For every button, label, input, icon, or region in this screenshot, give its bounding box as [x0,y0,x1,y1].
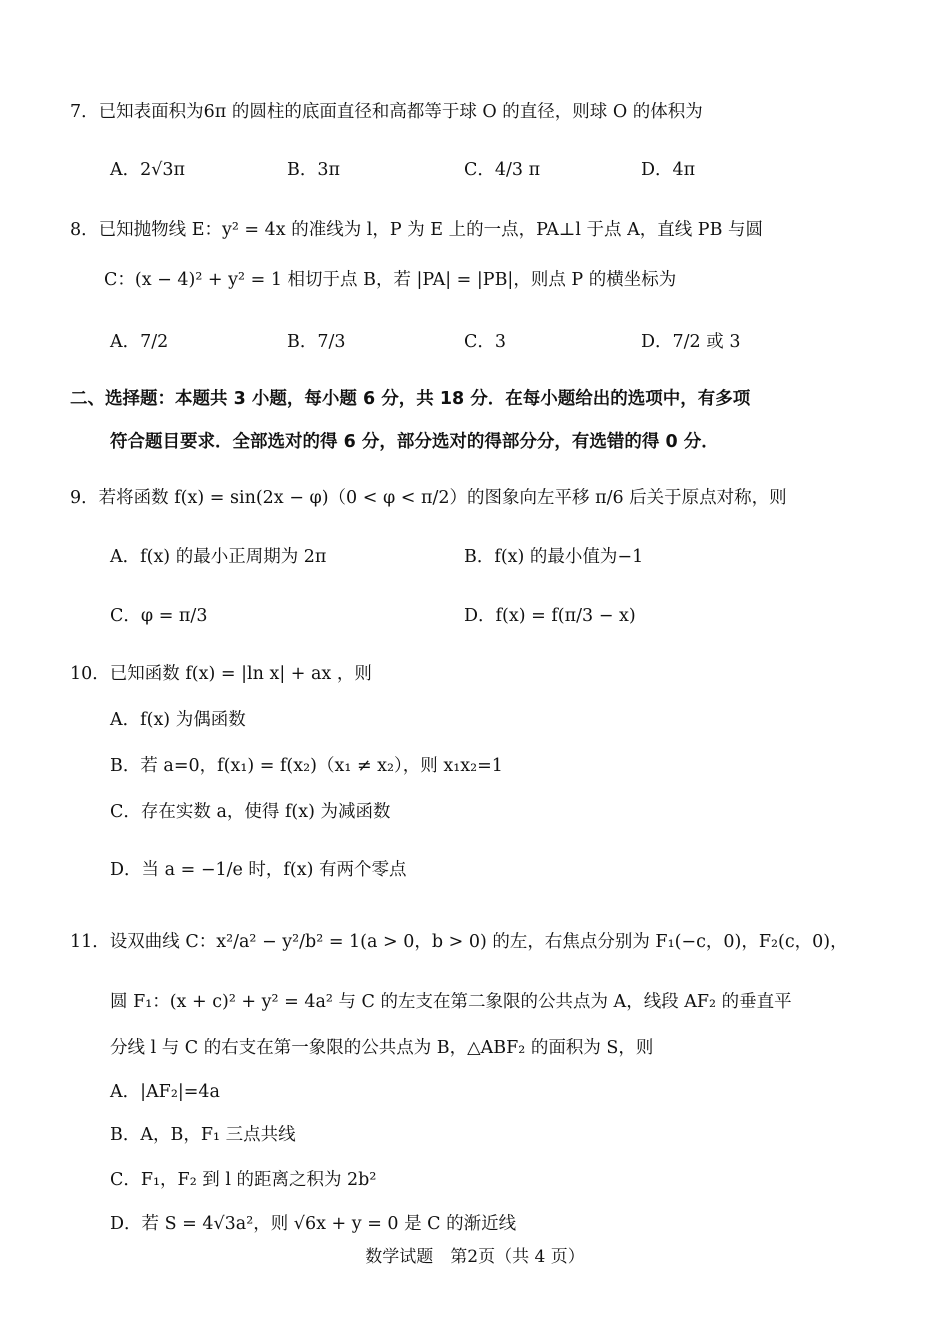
q10-stem: 10．已知函数 f(x) = |ln x| + ax ，则 [70,664,372,684]
section2-heading-line1: 二、选择题：本题共 3 小题，每小题 6 分，共 18 分．在每小题给出的选项中，有多项 [70,389,751,409]
q9-option-b: B．f(x) 的最小值为−1 [464,547,644,567]
q11-option-a: A．|AF₂|=4a [110,1082,220,1102]
q11-stem-line3: 分线 l 与 C 的右支在第一象限的公共点为 B，△ABF₂ 的面积为 S，则 [110,1038,654,1058]
q11-option-b: B．A，B，F₁ 三点共线 [110,1125,296,1145]
q8-option-d: D．7/2 或 3 [641,332,741,352]
q11-option-d: D．若 S = 4√3a²，则 √6x + y = 0 是 C 的渐近线 [110,1214,517,1234]
q9-option-a: A．f(x) 的最小正周期为 2π [110,547,327,567]
q10-option-d: D．当 a = −1/e 时，f(x) 有两个零点 [110,860,407,880]
q7-option-c: C．4/3 π [464,160,541,180]
q9-option-c: C．φ = π/3 [110,606,208,626]
q8-option-b: B．7/3 [287,332,346,352]
q10-option-c: C．存在实数 a，使得 f(x) 为减函数 [110,802,391,822]
q10-option-b: B．若 a=0，f(x₁) = f(x₂)（x₁ ≠ x₂），则 x₁x₂=1 [110,756,503,776]
q7-option-a: A．2√3π [110,160,186,180]
q9-stem: 9．若将函数 f(x) = sin(2x − φ)（0 < φ < π/2）的图象向左平移 π/6 后关于原点对称，则 [70,488,787,508]
q7-option-d: D．4π [641,160,696,180]
q8-option-c: C．3 [464,332,507,352]
q7-stem: 7．已知表面积为6π 的圆柱的底面直径和高都等于球 O 的直径，则球 O 的体积为 [70,102,703,122]
page-footer: 数学试题 第2页（共 4 页） [365,1247,585,1267]
section2-heading-line2: 符合题目要求．全部选对的得 6 分，部分选对的得部分分，有选错的得 0 分． [110,432,719,452]
q8-stem-line1: 8．已知抛物线 E：y² = 4x 的准线为 l，P 为 E 上的一点，PA⊥l 于点 A，直线 PB 与圆 [70,220,764,240]
q7-option-b: B．3π [287,160,340,180]
q11-option-c: C．F₁，F₂ 到 l 的距离之积为 2b² [110,1170,377,1190]
q8-option-a: A．7/2 [110,332,169,352]
q9-option-d: D．f(x) = f(π/3 − x) [464,606,636,626]
q11-stem-line2: 圆 F₁：(x + c)² + y² = 4a² 与 C 的左支在第二象限的公共点为 A，线段 AF₂ 的垂直平 [110,992,792,1012]
q10-option-a: A．f(x) 为偶函数 [110,710,246,730]
q8-stem-line2: C：(x − 4)² + y² = 1 相切于点 B，若 |PA| = |PB|，则点 P 的横坐标为 [104,270,677,290]
q11-stem-line1: 11．设双曲线 C：x²/a² − y²/b² = 1(a > 0，b > 0) 的左，右焦点分别为 F₁(−c，0)，F₂(c，0)， [70,932,848,952]
